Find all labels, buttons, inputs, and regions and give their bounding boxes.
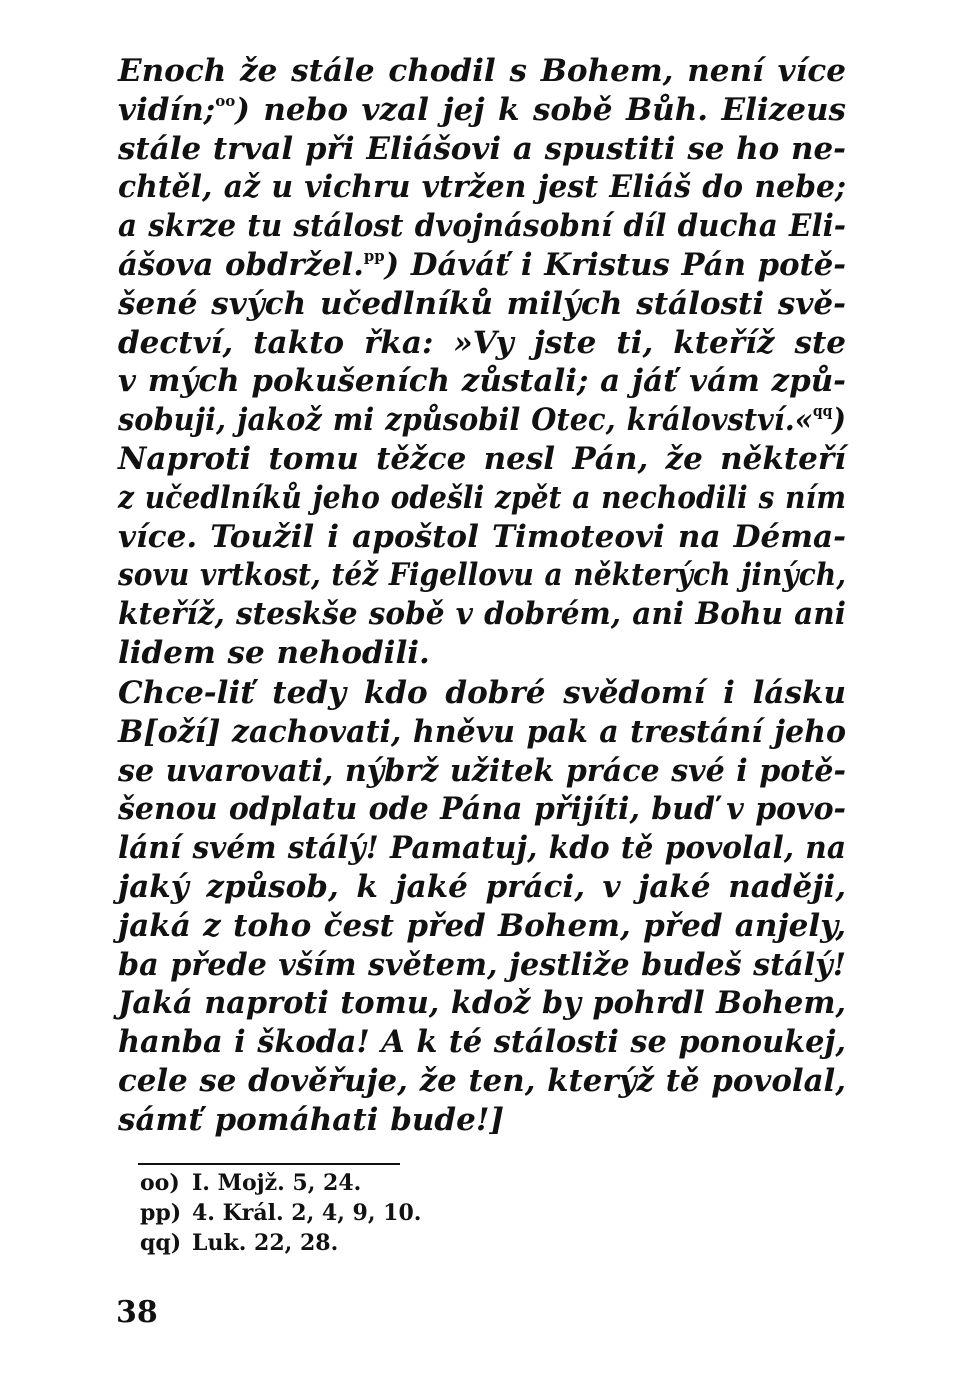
text-line: chtěl, až u vichru vtržen jest Eliáš do nebe; [118,169,846,206]
text-line: sovu vrtkost, též Figellovu a některých jiných, [118,557,846,594]
text-line: cele se dověřuje, že ten, kterýž tě povolal, [118,1062,846,1099]
text-line: sobuji, jakož mi způsobil Otec, království.«$^{qq}$) [118,402,846,439]
text-line: více. Toužil i apoštol Timoteovi na Déma- [118,518,846,555]
text-line: dectví, takto řka: »Vy jste ti, kteříž ste [118,324,846,361]
page-number: 38 [116,1295,158,1330]
footnote-qq [140,1228,421,1258]
footnote-oo [140,1168,421,1198]
text-line: v mých pokušeních zůstali; a jáť vám způ- [118,363,846,400]
text-line: Enoch že stále chodil s Bohem, není více [118,53,846,89]
text-line: z učedlníků jeho odešli zpět a nechodili s ním [118,479,846,516]
footnotes [140,1168,421,1258]
text-line: hanba i škoda! A k té stálosti se ponoukej, [118,1024,846,1061]
paragraph-1 [118,52,846,673]
footnote-mark: pp) [140,1200,182,1226]
text-line: šenou odplatu ode Pána přijíti, buď v povo- [118,791,846,828]
footnote-mark: qq) [140,1230,182,1256]
text-line: a skrze tu stálost dvojnásobní díl ducha Eli- [118,208,846,245]
text-line: kteříž, steskše sobě v dobrém, ani Bohu ani [118,596,846,633]
text-line: ba přede vším světem, jestliže budeš stálý! [118,946,846,983]
footnote-ref-pp: pp [363,246,385,265]
footnote-reference: I. Mojž. 5, 24. [192,1170,362,1196]
text-line: šené svých učedlníků milých stálosti svě- [118,285,846,322]
text-line: jaká z toho čest před Bohem, před anjely, [118,907,846,944]
text-line: jaký způsob, k jaké práci, v jaké naději, [118,868,846,905]
text-line: Naproti tomu těžce nesl Pán, že někteří [118,440,846,477]
text-line: sámť pomáhati bude!] [118,1101,505,1138]
footnote-ref-oo: oo [215,91,236,110]
text-line: se uvarovati, nýbrž užitek práce své i potě- [118,752,846,789]
footnote-mark: oo) [140,1170,180,1196]
text-line: lání svém stálý! Pamatuj, kdo tě povolal, na [118,830,846,867]
text-line: Chce-liť tedy kdo dobré svědomí i lásku [118,675,846,711]
text-line: lidem se nehodili. [118,634,430,671]
text-line: Jaká naproti tomu, kdož by pohrdl Bohem, [118,985,846,1022]
text-line: B[oží] zachovati, hněvu pak a trestání jeho [118,713,846,750]
text-line: stále trval při Eliášovi a spustiti se ho ne- [118,130,846,167]
footnote-reference: Luk. 22, 28. [192,1230,339,1256]
footnote-divider [138,1163,400,1165]
text-line: ášova obdržel.$^{pp}$) Dáváť i Kristus Pán potě- [118,246,846,283]
paragraph-2 [118,674,846,1140]
footnote-ref-qq: qq [812,402,833,421]
text-line: vidín;$^{oo}$) nebo vzal jej k sobě Bůh. Elizeus [118,91,846,128]
footnote-pp [140,1198,421,1228]
footnote-reference: 4. Král. 2, 4, 9, 10. [192,1200,422,1226]
